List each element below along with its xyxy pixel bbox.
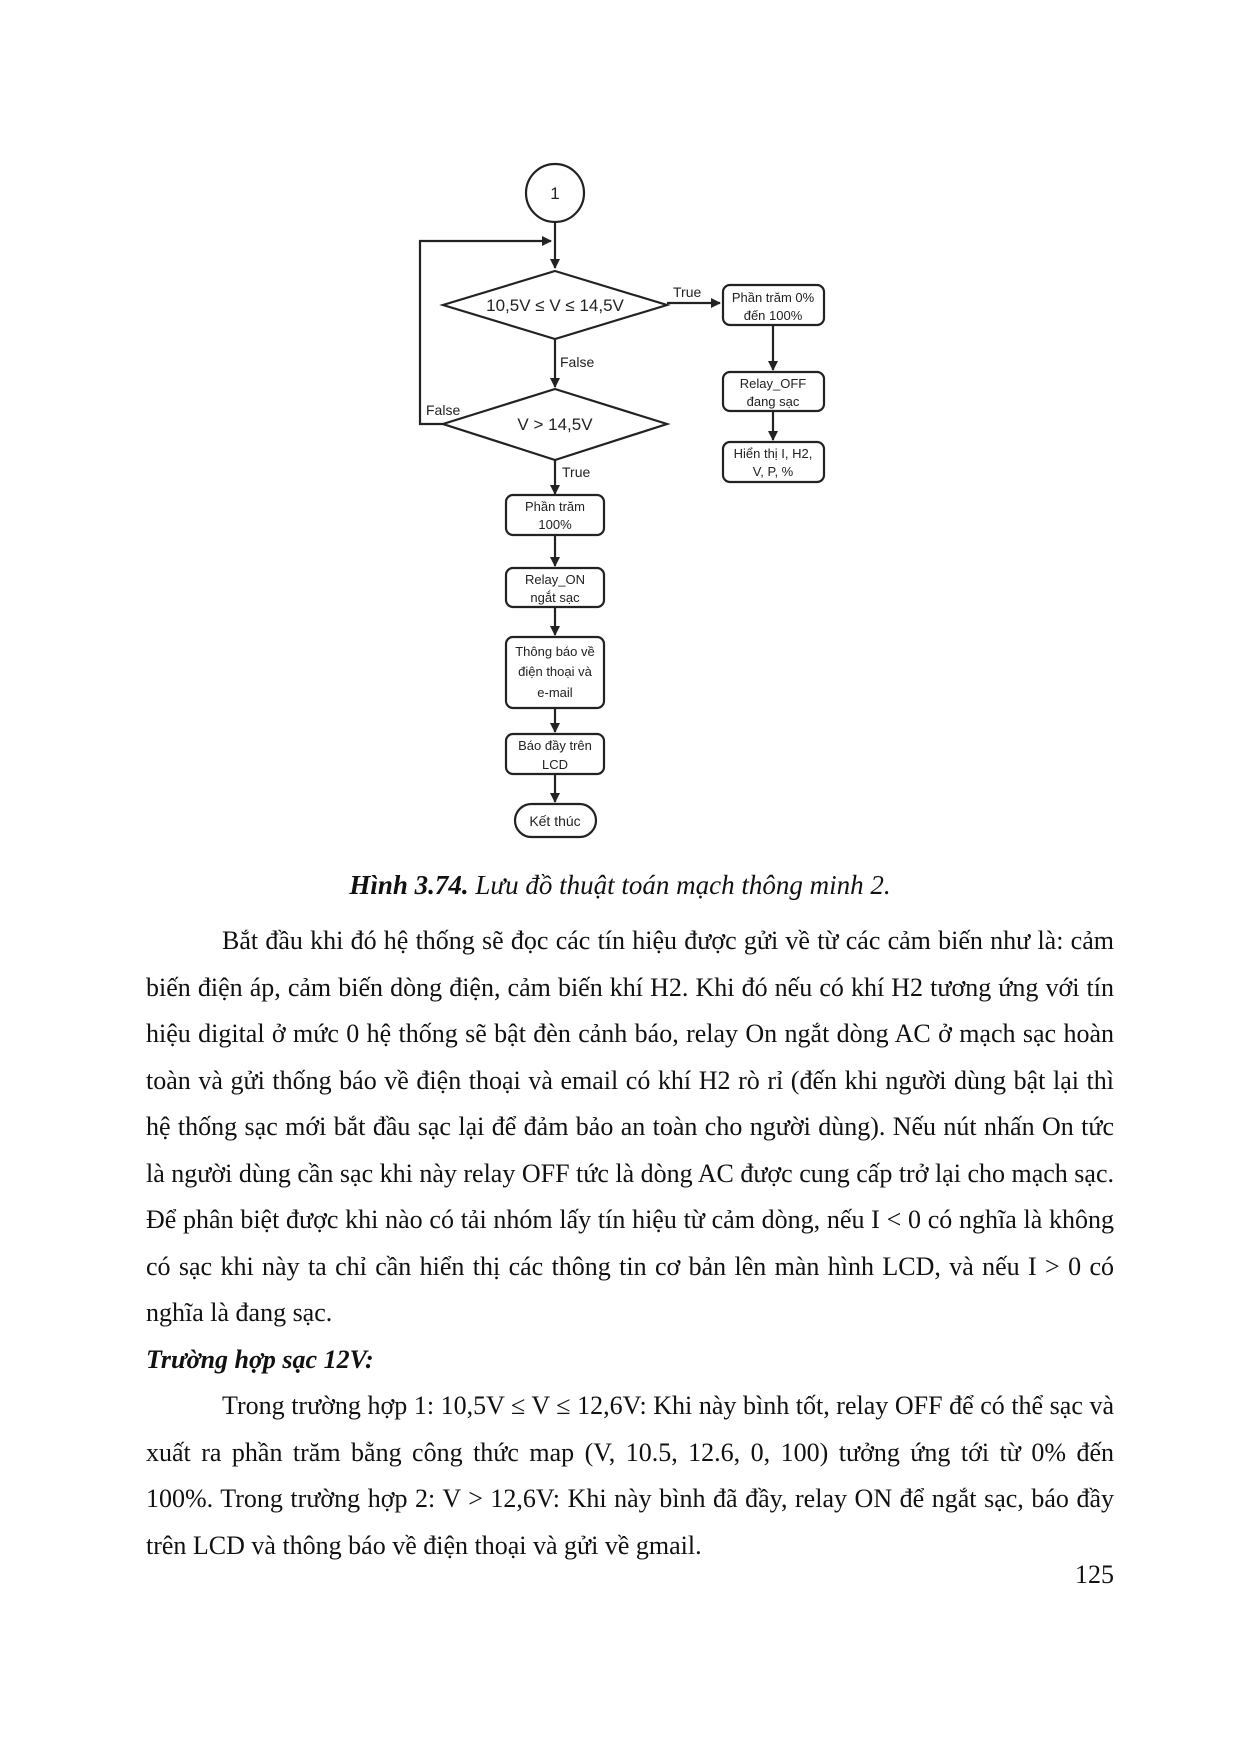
box-relay-off: [723, 372, 824, 411]
paragraph-intro: Bắt đầu khi đó hệ thống sẽ đọc các tín hiệu được gửi về từ các cảm biến như là: cảm biến điện áp, cảm biến dòng điện, cảm biến khí H2. Khi đó nếu có khí H2 tương ứng với tín hiệu digital ở mức 0 hệ thống sẽ bật đèn cảnh báo, relay On ngắt dòng AC ở mạch sạc hoàn toàn và gửi thống báo về điện thoại và email có khí H2 rò rỉ (đến khi người dùng bật lại thì hệ thống sạc mới bắt đầu sạc lại để đảm bảo an toàn cho người dùng). Nếu nút nhấn On tức là người dùng cần sạc khi này relay OFF tức là dòng AC được cung cấp trở lại cho mạch sạc. Để phân biệt được khi nào có tải nhóm lấy tín hiệu từ cảm dòng, nếu I < 0 có nghĩa là không có sạc khi này ta chỉ cần hiển thị các thông tin cơ bản lên màn hình LCD, và nếu I > 0 có nghĩa là đang sạc.: [146, 926, 1114, 1327]
flowchart: [0, 0, 1240, 860]
decision-voltage-range: [443, 271, 667, 339]
label-true-2: True: [562, 464, 591, 480]
box-relay-off-line2: đang sạc: [746, 394, 800, 409]
paragraph-12v-case: Trong trường hợp 1: 10,5V ≤ V ≤ 12,6V: Khi này bình tốt, relay OFF để có thể sạc và xuất ra phần trăm bằng công thức map (V, 10.5, 12.6, 0, 100) tưởng ứng tới từ 0% đến 100%. Trong trường hợp 2: V > 12,6V: Khi này bình đã đầy, relay ON để ngắt sạc, báo đầy trên LCD và thông báo về điện thoại và gửi về gmail.: [146, 1391, 1114, 1560]
box-notify-line1: Thông báo về: [515, 644, 595, 659]
box-relay-on: [506, 568, 604, 607]
label-false-1: False: [560, 354, 595, 370]
box-lcd-full: [506, 734, 604, 774]
end-terminator: [515, 804, 596, 837]
box-percent-0-100-line2: đến 100%: [743, 308, 803, 323]
figure-caption-text: Lưu đồ thuật toán mạch thông minh 2.: [475, 870, 891, 900]
end-terminator-label: Kết thúc: [529, 813, 581, 829]
box-display-values-line2: V, P, %: [752, 464, 794, 479]
decision-overvoltage: [443, 389, 667, 460]
box-percent-0-100: [723, 285, 824, 325]
body-text: [146, 918, 1114, 1569]
box-notify-line2: điện thoại và: [518, 664, 592, 679]
box-relay-on-line1: Relay_ON: [525, 572, 585, 587]
box-lcd-full-line1: Báo đầy trên: [518, 738, 592, 753]
figure-caption: [0, 868, 1240, 902]
section-heading: Trường hợp sạc 12V:: [146, 1344, 374, 1374]
box-relay-off-line1: Relay_OFF: [739, 376, 807, 391]
box-display-values-line1: Hiển thị I, H2,: [733, 446, 813, 461]
box-display-values: [723, 442, 824, 482]
box-notify-line3: e-mail: [537, 685, 573, 700]
box-percent-100-line1: Phần trăm: [525, 499, 585, 514]
page-number: 125: [1075, 1560, 1114, 1589]
decision-overvoltage-label: V > 14,5V: [517, 415, 593, 434]
start-connector: [526, 164, 584, 222]
box-percent-100: [506, 495, 604, 535]
decision-voltage-range-label: 10,5V ≤ V ≤ 14,5V: [486, 296, 624, 315]
start-connector-label: 1: [550, 184, 560, 203]
box-percent-100-line2: 100%: [538, 517, 572, 532]
label-false-2: False: [426, 402, 461, 418]
box-relay-on-line2: ngắt sạc: [530, 590, 580, 605]
box-percent-0-100-line1: Phần trăm 0%: [731, 290, 815, 305]
label-true-1: True: [673, 284, 702, 300]
figure-caption-label: Hình 3.74.: [349, 870, 469, 900]
box-notify: [506, 637, 604, 708]
box-lcd-full-line2: LCD: [541, 757, 569, 772]
